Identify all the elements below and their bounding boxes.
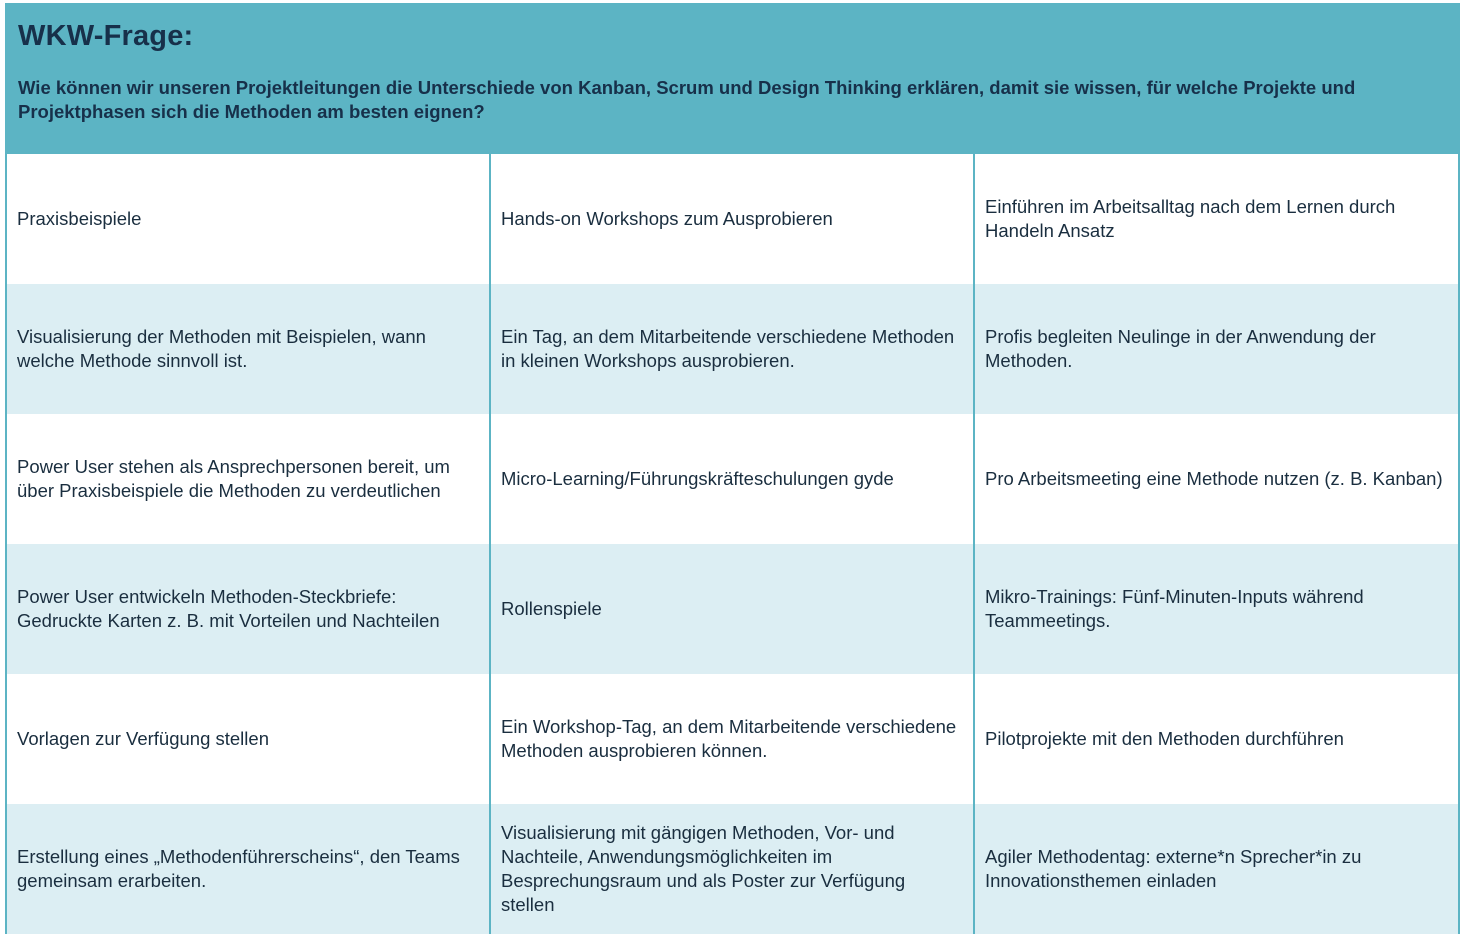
idea-cell: [975, 284, 1458, 414]
idea-cell: [975, 804, 1458, 934]
idea-cell: [975, 674, 1458, 804]
idea-text: Visualisierung der Methoden mit Beispielen, wann welche Methode sinnvoll ist.: [17, 326, 426, 371]
idea-text: Hands-on Workshops zum Ausprobieren: [501, 208, 833, 229]
idea-cell: [491, 284, 975, 414]
idea-cell: [7, 674, 491, 804]
idea-text: Ein Tag, an dem Mitarbeitende verschiedene Methoden in kleinen Workshops ausprobieren.: [501, 326, 955, 371]
idea-cell: [491, 544, 975, 674]
idea-cell: [491, 154, 975, 284]
idea-text: Vorlagen zur Verfügung stellen: [17, 728, 269, 749]
idea-text: Mikro-Trainings: Fünf-Minuten-Inputs während Teammeetings.: [985, 586, 1364, 631]
idea-text: Power User stehen als Ansprechpersonen bereit, um über Praxisbeispiele die Methoden zu verdeutlichen: [17, 456, 450, 501]
hmw-question: Wie können wir unseren Projektleitungen die Unterschiede von Kanban, Scrum und Design Thinking erklären, damit sie wissen, für welche Projekte und Projektphasen sich die Methoden am besten eignen?: [18, 77, 1356, 122]
idea-cell: [491, 804, 975, 934]
question-header: [7, 5, 1458, 154]
ideas-grid: [7, 154, 1458, 934]
idea-text: Erstellung eines „Methodenführerscheins“, den Teams gemeinsam erarbeiten.: [17, 846, 460, 891]
idea-text: Einführen im Arbeitsalltag nach dem Lernen durch Handeln Ansatz: [985, 196, 1396, 241]
idea-text: Visualisierung mit gängigen Methoden, Vor- und Nachteile, Anwendungsmöglichkeiten im Besprechungsraum und als Poster zur Verfügung stellen: [501, 822, 906, 915]
idea-cell: [491, 414, 975, 544]
idea-cell: [7, 154, 491, 284]
idea-text: Power User entwickeln Methoden-Steckbriefe: Gedruckte Karten z. B. mit Vorteilen und Nachteilen: [17, 586, 440, 631]
idea-cell: [491, 674, 975, 804]
idea-text: Ein Workshop-Tag, an dem Mitarbeitende verschiedene Methoden ausprobieren können.: [501, 716, 957, 761]
idea-cell: [7, 414, 491, 544]
idea-board: [5, 3, 1460, 934]
idea-text: Profis begleiten Neulinge in der Anwendung der Methoden.: [985, 326, 1376, 371]
idea-cell: [975, 154, 1458, 284]
idea-text: Rollenspiele: [501, 598, 602, 619]
idea-cell: [7, 804, 491, 934]
header-title: WKW-Frage:: [18, 20, 194, 52]
idea-text: Pro Arbeitsmeeting eine Methode nutzen (z. B. Kanban): [985, 468, 1443, 489]
idea-cell: [7, 544, 491, 674]
idea-cell: [975, 544, 1458, 674]
idea-text: Agiler Methodentag: externe*n Sprecher*in zu Innovationsthemen einladen: [985, 846, 1362, 891]
idea-text: Micro-Learning/Führungskräfteschulungen gyde: [501, 468, 894, 489]
idea-cell: [975, 414, 1458, 544]
idea-text: Pilotprojekte mit den Methoden durchführen: [985, 728, 1344, 749]
idea-cell: [7, 284, 491, 414]
idea-text: Praxisbeispiele: [17, 208, 142, 229]
